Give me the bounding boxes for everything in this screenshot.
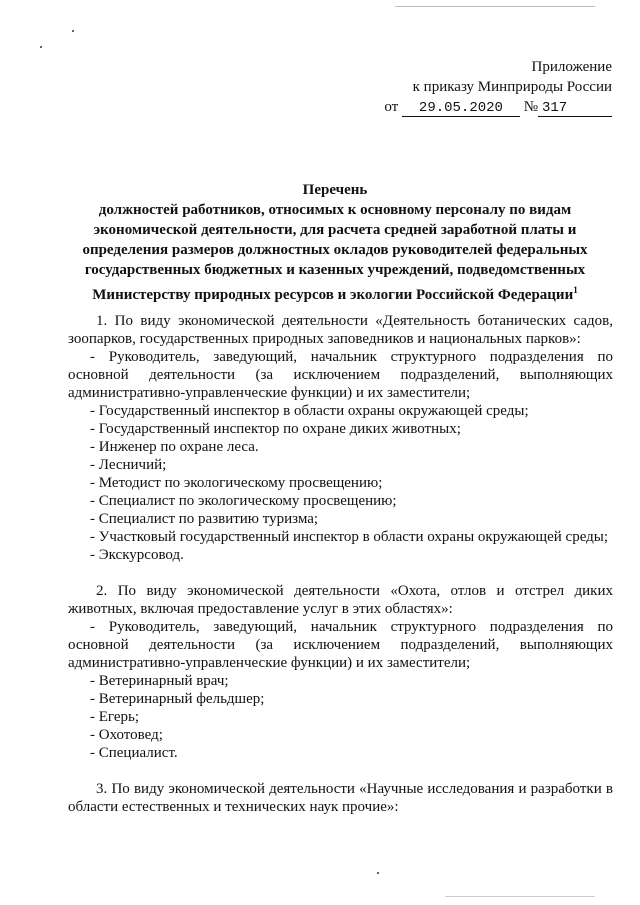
section-1-item: - Участковый государственный инспектор в области охраны окружающей среды;	[90, 529, 609, 545]
section-1-item: - Государственный инспектор по охране диких животных;	[90, 421, 461, 437]
appendix-label: Приложение	[531, 59, 612, 75]
section-1-heading: 1. По виду экономической деятельности «Деятельность ботанических садов, зоопарков, государственных природных заповедников и национальных парков»:	[68, 313, 613, 347]
order-date-line	[384, 97, 612, 117]
section-1-item: - Лесничий;	[90, 457, 167, 473]
title-body	[60, 200, 610, 305]
section-1-item: - Методист по экологическому просвещению;	[90, 475, 383, 491]
order-number: 317	[538, 100, 612, 117]
scan-speck	[72, 30, 74, 32]
section-2-item: - Руководитель, заведующий, начальник структурного подразделения по основной деятельности (за исключением подразделений, выполняющих административно-управленческие функции) и их заместители;	[68, 619, 613, 671]
appendix-header	[384, 57, 612, 117]
document-body	[68, 312, 613, 816]
section-gap	[68, 564, 613, 582]
section-1-item: - Специалист по экологическому просвещению;	[90, 493, 397, 509]
order-date: 29.05.2020	[402, 100, 520, 117]
scan-speck	[40, 46, 42, 48]
date-prefix: от	[384, 99, 399, 115]
section-1-item: - Руководитель, заведующий, начальник структурного подразделения по основной деятельности (за исключением подразделений, выполняющих административно-управленческие функции) и их заместители;	[68, 349, 613, 401]
scan-edge-top	[395, 6, 595, 7]
section-3-heading: 3. По виду экономической деятельности «Научные исследования и разработки в области естественных и технических наук прочие»:	[68, 781, 613, 815]
section-1-item: - Государственный инспектор в области охраны окружающей среды;	[90, 403, 529, 419]
number-prefix: №	[523, 99, 538, 115]
document-title	[60, 180, 610, 305]
scan-speck	[377, 872, 379, 874]
title-text: должностей работников, относимых к основному персоналу по видам экономической деятельности, для расчета средней заработной платы и определения размеров должностных окладов руководителей федеральных государственных бюджетных и казенных учреждений, подведомственных Министерству природных ресурсов и экологии Российской Федерации	[82, 202, 588, 303]
section-2-item: - Егерь;	[90, 709, 140, 725]
order-reference: к приказу Минприроды России	[412, 79, 612, 95]
section-2-item: - Ветеринарный фельдшер;	[90, 691, 265, 707]
title-heading: Перечень	[302, 182, 368, 198]
section-2-item: - Ветеринарный врач;	[90, 673, 229, 689]
footnote-mark: 1	[573, 285, 578, 295]
section-1-item: - Инженер по охране леса.	[90, 439, 259, 455]
section-2-heading: 2. По виду экономической деятельности «Охота, отлов и отстрел диких животных, включая предоставление услуг в этих областях»:	[68, 583, 613, 617]
section-2-item: - Охотовед;	[90, 727, 163, 743]
scan-edge-bottom	[445, 896, 595, 897]
section-1-item: - Специалист по развитию туризма;	[90, 511, 319, 527]
section-1-item: - Экскурсовод.	[90, 547, 184, 563]
section-2-item: - Специалист.	[90, 745, 178, 761]
section-gap	[68, 762, 613, 780]
